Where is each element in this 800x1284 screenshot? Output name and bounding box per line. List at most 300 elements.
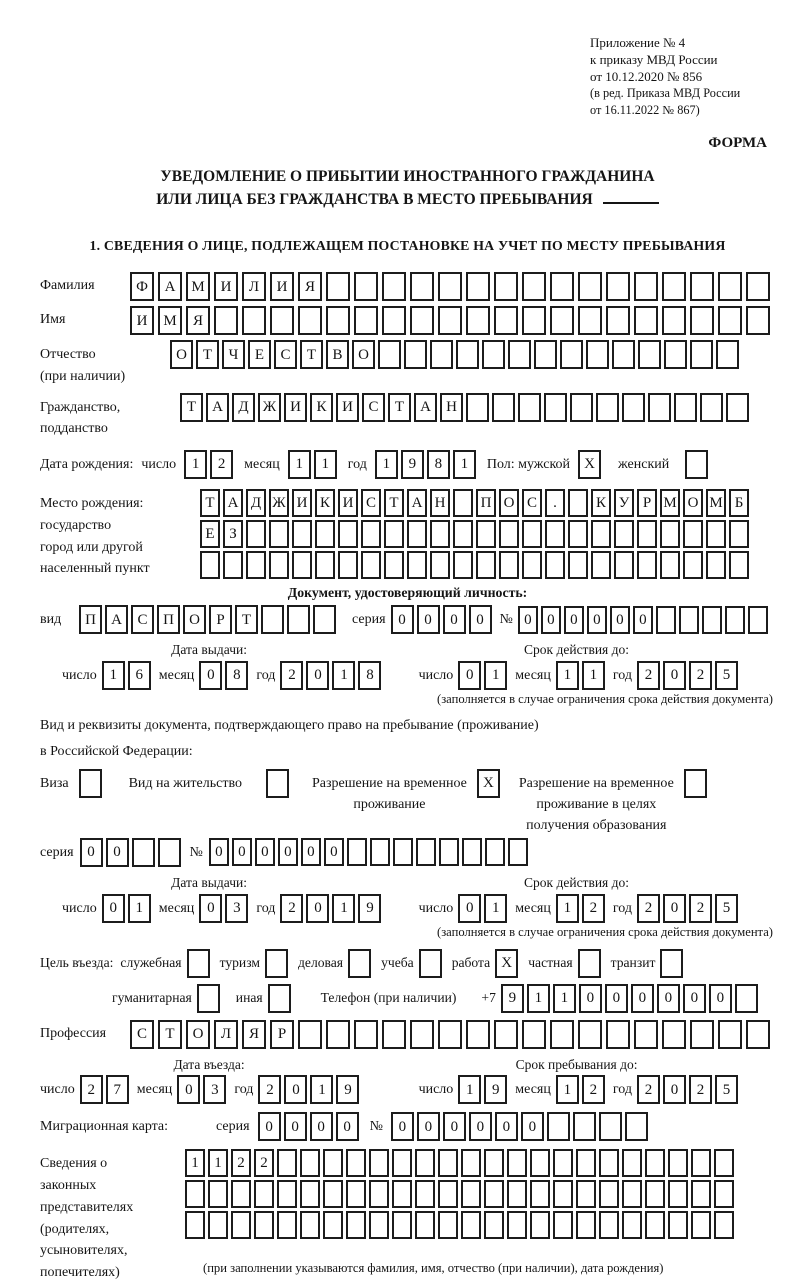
form-cell[interactable] <box>315 520 335 548</box>
form-cell[interactable]: Т <box>180 393 203 422</box>
form-cell[interactable]: 0 <box>284 1075 307 1104</box>
form-cell[interactable] <box>461 1211 481 1239</box>
form-cell[interactable] <box>578 306 602 335</box>
form-cell[interactable] <box>660 551 680 579</box>
form-cell[interactable]: 2 <box>637 661 660 690</box>
form-cell[interactable]: О <box>352 340 375 369</box>
form-cell[interactable] <box>606 272 630 301</box>
form-cell[interactable] <box>242 306 266 335</box>
form-cell[interactable] <box>606 306 630 335</box>
form-cell[interactable]: 1 <box>310 1075 333 1104</box>
form-cell[interactable] <box>746 272 770 301</box>
form-cell[interactable]: 1 <box>184 450 207 479</box>
form-cell[interactable] <box>410 1020 434 1049</box>
form-cell[interactable]: 1 <box>288 450 311 479</box>
form-cell[interactable] <box>662 272 686 301</box>
form-cell[interactable]: М <box>660 489 680 517</box>
form-cell[interactable] <box>660 949 683 978</box>
form-cell[interactable] <box>637 520 657 548</box>
form-cell[interactable] <box>246 551 266 579</box>
form-cell[interactable] <box>576 1211 596 1239</box>
form-cell[interactable]: 2 <box>280 661 303 690</box>
form-cell[interactable]: П <box>476 489 496 517</box>
form-cell[interactable] <box>298 1020 322 1049</box>
form-cell[interactable] <box>231 1180 251 1208</box>
form-cell[interactable]: 2 <box>258 1075 281 1104</box>
form-cell[interactable]: 0 <box>106 838 129 867</box>
form-cell[interactable] <box>668 1180 688 1208</box>
form-cell[interactable]: 0 <box>495 1112 518 1141</box>
form-cell[interactable] <box>277 1180 297 1208</box>
form-cell[interactable]: Р <box>209 605 232 634</box>
form-cell[interactable] <box>748 606 768 634</box>
form-cell[interactable]: X <box>477 769 500 798</box>
form-cell[interactable]: 0 <box>417 605 440 634</box>
form-cell[interactable]: 3 <box>225 894 248 923</box>
form-cell[interactable] <box>415 1149 435 1177</box>
form-cell[interactable] <box>599 1149 619 1177</box>
form-cell[interactable]: 0 <box>278 838 298 866</box>
form-cell[interactable] <box>706 520 726 548</box>
form-cell[interactable] <box>691 1149 711 1177</box>
form-cell[interactable]: Н <box>440 393 463 422</box>
form-cell[interactable] <box>518 393 541 422</box>
form-cell[interactable] <box>416 838 436 866</box>
form-cell[interactable] <box>507 1149 527 1177</box>
form-cell[interactable] <box>662 1020 686 1049</box>
form-cell[interactable] <box>208 1211 228 1239</box>
form-cell[interactable]: 1 <box>375 450 398 479</box>
form-cell[interactable]: К <box>315 489 335 517</box>
form-cell[interactable] <box>466 393 489 422</box>
form-cell[interactable]: С <box>362 393 385 422</box>
form-cell[interactable] <box>415 1180 435 1208</box>
form-cell[interactable] <box>614 551 634 579</box>
form-cell[interactable] <box>185 1211 205 1239</box>
form-cell[interactable]: С <box>361 489 381 517</box>
form-cell[interactable]: 1 <box>458 1075 481 1104</box>
form-cell[interactable] <box>323 1149 343 1177</box>
form-cell[interactable] <box>690 1020 714 1049</box>
form-cell[interactable] <box>300 1180 320 1208</box>
form-cell[interactable] <box>466 272 490 301</box>
form-cell[interactable]: Ф <box>130 272 154 301</box>
form-cell[interactable] <box>645 1211 665 1239</box>
form-cell[interactable] <box>132 838 155 867</box>
form-cell[interactable]: Р <box>637 489 657 517</box>
form-cell[interactable] <box>599 1180 619 1208</box>
form-cell[interactable]: 5 <box>715 894 738 923</box>
form-cell[interactable]: К <box>591 489 611 517</box>
form-cell[interactable] <box>714 1149 734 1177</box>
form-cell[interactable] <box>265 949 288 978</box>
form-cell[interactable]: 0 <box>605 984 628 1013</box>
form-cell[interactable] <box>456 340 479 369</box>
form-cell[interactable]: 1 <box>553 984 576 1013</box>
form-cell[interactable]: 0 <box>232 838 252 866</box>
form-cell[interactable]: А <box>414 393 437 422</box>
form-cell[interactable] <box>706 551 726 579</box>
form-cell[interactable]: Б <box>729 489 749 517</box>
form-cell[interactable] <box>578 1020 602 1049</box>
form-cell[interactable]: 9 <box>401 450 424 479</box>
form-cell[interactable] <box>438 306 462 335</box>
form-cell[interactable] <box>735 984 758 1013</box>
form-cell[interactable]: 2 <box>637 1075 660 1104</box>
form-cell[interactable]: 1 <box>314 450 337 479</box>
form-cell[interactable] <box>326 306 350 335</box>
form-cell[interactable]: М <box>158 306 182 335</box>
form-cell[interactable] <box>246 520 266 548</box>
form-cell[interactable] <box>348 949 371 978</box>
form-cell[interactable] <box>729 551 749 579</box>
form-cell[interactable] <box>508 340 531 369</box>
form-cell[interactable]: 0 <box>458 894 481 923</box>
form-cell[interactable] <box>494 272 518 301</box>
form-cell[interactable] <box>261 605 284 634</box>
form-cell[interactable] <box>685 450 708 479</box>
form-cell[interactable]: 0 <box>521 1112 544 1141</box>
form-cell[interactable]: Я <box>242 1020 266 1049</box>
form-cell[interactable]: С <box>522 489 542 517</box>
form-cell[interactable] <box>499 551 519 579</box>
form-cell[interactable]: И <box>130 306 154 335</box>
form-cell[interactable] <box>586 340 609 369</box>
form-cell[interactable]: М <box>706 489 726 517</box>
form-cell[interactable] <box>494 306 518 335</box>
form-cell[interactable] <box>214 306 238 335</box>
form-cell[interactable]: 0 <box>663 1075 686 1104</box>
form-cell[interactable] <box>419 949 442 978</box>
form-cell[interactable]: 8 <box>358 661 381 690</box>
form-cell[interactable] <box>690 306 714 335</box>
form-cell[interactable]: 7 <box>106 1075 129 1104</box>
form-cell[interactable] <box>684 769 707 798</box>
form-cell[interactable]: Е <box>200 520 220 548</box>
form-cell[interactable] <box>347 838 367 866</box>
form-cell[interactable] <box>415 1211 435 1239</box>
form-cell[interactable] <box>690 340 713 369</box>
form-cell[interactable]: 0 <box>663 661 686 690</box>
form-cell[interactable] <box>354 1020 378 1049</box>
form-cell[interactable]: 2 <box>582 1075 605 1104</box>
form-cell[interactable]: 1 <box>527 984 550 1013</box>
form-cell[interactable]: Р <box>270 1020 294 1049</box>
form-cell[interactable]: 1 <box>128 894 151 923</box>
form-cell[interactable] <box>466 1020 490 1049</box>
form-cell[interactable]: 0 <box>336 1112 359 1141</box>
form-cell[interactable] <box>718 306 742 335</box>
form-cell[interactable] <box>690 272 714 301</box>
form-cell[interactable] <box>269 551 289 579</box>
form-cell[interactable]: 2 <box>689 894 712 923</box>
form-cell[interactable] <box>300 1149 320 1177</box>
form-cell[interactable]: 0 <box>391 605 414 634</box>
form-cell[interactable] <box>393 838 413 866</box>
form-cell[interactable]: Т <box>235 605 258 634</box>
form-cell[interactable] <box>596 393 619 422</box>
form-cell[interactable] <box>313 605 336 634</box>
form-cell[interactable]: 0 <box>518 606 538 634</box>
form-cell[interactable] <box>716 340 739 369</box>
form-cell[interactable] <box>392 1211 412 1239</box>
form-cell[interactable] <box>664 340 687 369</box>
form-cell[interactable] <box>430 551 450 579</box>
form-cell[interactable]: 1 <box>332 661 355 690</box>
form-cell[interactable] <box>266 769 289 798</box>
form-cell[interactable]: 9 <box>484 1075 507 1104</box>
form-cell[interactable]: А <box>223 489 243 517</box>
form-cell[interactable]: 9 <box>336 1075 359 1104</box>
form-cell[interactable] <box>714 1180 734 1208</box>
form-cell[interactable] <box>361 551 381 579</box>
form-cell[interactable] <box>499 520 519 548</box>
form-cell[interactable] <box>361 520 381 548</box>
form-cell[interactable]: 2 <box>210 450 233 479</box>
form-cell[interactable] <box>645 1149 665 1177</box>
form-cell[interactable]: 3 <box>203 1075 226 1104</box>
form-cell[interactable] <box>254 1180 274 1208</box>
form-cell[interactable] <box>482 340 505 369</box>
form-cell[interactable] <box>591 551 611 579</box>
form-cell[interactable]: У <box>614 489 634 517</box>
form-cell[interactable] <box>729 520 749 548</box>
form-cell[interactable]: 0 <box>102 894 125 923</box>
form-cell[interactable]: Т <box>384 489 404 517</box>
form-cell[interactable] <box>382 306 406 335</box>
form-cell[interactable]: И <box>292 489 312 517</box>
form-cell[interactable] <box>484 1149 504 1177</box>
form-cell[interactable]: 0 <box>177 1075 200 1104</box>
form-cell[interactable] <box>369 1211 389 1239</box>
form-cell[interactable]: И <box>338 489 358 517</box>
form-cell[interactable]: 0 <box>324 838 344 866</box>
form-cell[interactable]: Т <box>200 489 220 517</box>
form-cell[interactable]: О <box>499 489 519 517</box>
form-cell[interactable]: 0 <box>458 661 481 690</box>
form-cell[interactable]: 8 <box>225 661 248 690</box>
form-cell[interactable] <box>439 838 459 866</box>
form-cell[interactable] <box>550 1020 574 1049</box>
form-cell[interactable] <box>568 520 588 548</box>
form-cell[interactable]: О <box>186 1020 210 1049</box>
form-cell[interactable] <box>292 520 312 548</box>
form-cell[interactable]: Е <box>248 340 271 369</box>
form-cell[interactable] <box>714 1211 734 1239</box>
form-cell[interactable]: 1 <box>185 1149 205 1177</box>
form-cell[interactable]: 0 <box>541 606 561 634</box>
form-cell[interactable] <box>547 1112 570 1141</box>
form-cell[interactable] <box>369 1149 389 1177</box>
form-cell[interactable]: . <box>545 489 565 517</box>
form-cell[interactable] <box>560 340 583 369</box>
form-cell[interactable]: И <box>270 272 294 301</box>
form-cell[interactable] <box>200 551 220 579</box>
form-cell[interactable] <box>570 393 593 422</box>
form-cell[interactable]: Л <box>214 1020 238 1049</box>
form-cell[interactable]: Д <box>232 393 255 422</box>
form-cell[interactable] <box>530 1149 550 1177</box>
form-cell[interactable] <box>530 1180 550 1208</box>
form-cell[interactable]: Ж <box>258 393 281 422</box>
form-cell[interactable] <box>453 489 473 517</box>
form-cell[interactable]: С <box>131 605 154 634</box>
form-cell[interactable] <box>507 1211 527 1239</box>
form-cell[interactable] <box>369 1180 389 1208</box>
form-cell[interactable]: 0 <box>284 1112 307 1141</box>
form-cell[interactable] <box>185 1180 205 1208</box>
form-cell[interactable]: 0 <box>443 1112 466 1141</box>
form-cell[interactable] <box>683 520 703 548</box>
form-cell[interactable] <box>187 949 210 978</box>
form-cell[interactable]: 0 <box>657 984 680 1013</box>
form-cell[interactable]: Ж <box>269 489 289 517</box>
form-cell[interactable] <box>430 520 450 548</box>
form-cell[interactable] <box>492 393 515 422</box>
form-cell[interactable] <box>622 393 645 422</box>
form-cell[interactable] <box>407 520 427 548</box>
form-cell[interactable]: 8 <box>427 450 450 479</box>
form-cell[interactable] <box>462 838 482 866</box>
form-cell[interactable] <box>438 272 462 301</box>
form-cell[interactable] <box>648 393 671 422</box>
form-cell[interactable] <box>208 1180 228 1208</box>
form-cell[interactable] <box>622 1211 642 1239</box>
form-cell[interactable] <box>269 520 289 548</box>
form-cell[interactable] <box>476 520 496 548</box>
form-cell[interactable] <box>338 551 358 579</box>
form-cell[interactable]: 1 <box>582 661 605 690</box>
form-cell[interactable]: 1 <box>484 661 507 690</box>
form-cell[interactable]: 0 <box>391 1112 414 1141</box>
form-cell[interactable] <box>407 551 427 579</box>
form-cell[interactable] <box>530 1211 550 1239</box>
form-cell[interactable]: 0 <box>80 838 103 867</box>
form-cell[interactable]: 0 <box>709 984 732 1013</box>
form-cell[interactable] <box>638 340 661 369</box>
form-cell[interactable] <box>522 306 546 335</box>
form-cell[interactable] <box>292 551 312 579</box>
form-cell[interactable]: 1 <box>556 894 579 923</box>
form-cell[interactable] <box>370 838 390 866</box>
form-cell[interactable] <box>494 1020 518 1049</box>
form-cell[interactable] <box>354 306 378 335</box>
form-cell[interactable]: 0 <box>610 606 630 634</box>
form-cell[interactable] <box>718 1020 742 1049</box>
form-cell[interactable] <box>508 838 528 866</box>
form-cell[interactable] <box>662 306 686 335</box>
form-cell[interactable]: Т <box>196 340 219 369</box>
form-cell[interactable] <box>484 1180 504 1208</box>
form-cell[interactable] <box>625 1112 648 1141</box>
form-cell[interactable]: А <box>105 605 128 634</box>
form-cell[interactable]: 5 <box>715 1075 738 1104</box>
form-cell[interactable]: 0 <box>663 894 686 923</box>
form-cell[interactable] <box>338 520 358 548</box>
form-cell[interactable]: И <box>214 272 238 301</box>
form-cell[interactable]: Т <box>388 393 411 422</box>
form-cell[interactable] <box>384 551 404 579</box>
form-cell[interactable] <box>270 306 294 335</box>
form-cell[interactable] <box>668 1211 688 1239</box>
form-cell[interactable] <box>197 984 220 1013</box>
form-cell[interactable] <box>522 1020 546 1049</box>
form-cell[interactable] <box>382 1020 406 1049</box>
form-cell[interactable]: 5 <box>715 661 738 690</box>
form-cell[interactable]: Ч <box>222 340 245 369</box>
form-cell[interactable] <box>323 1211 343 1239</box>
form-cell[interactable]: 2 <box>231 1149 251 1177</box>
form-cell[interactable] <box>485 838 505 866</box>
form-cell[interactable]: М <box>186 272 210 301</box>
form-cell[interactable] <box>622 1180 642 1208</box>
form-cell[interactable] <box>315 551 335 579</box>
form-cell[interactable] <box>382 272 406 301</box>
form-cell[interactable] <box>656 606 676 634</box>
form-cell[interactable] <box>158 838 181 867</box>
form-cell[interactable] <box>674 393 697 422</box>
form-cell[interactable] <box>438 1180 458 1208</box>
form-cell[interactable] <box>522 272 546 301</box>
form-cell[interactable] <box>634 306 658 335</box>
form-cell[interactable] <box>553 1211 573 1239</box>
form-cell[interactable] <box>553 1149 573 1177</box>
form-cell[interactable]: О <box>170 340 193 369</box>
form-cell[interactable]: 0 <box>443 605 466 634</box>
form-cell[interactable] <box>691 1211 711 1239</box>
form-cell[interactable]: 0 <box>417 1112 440 1141</box>
form-cell[interactable]: 0 <box>683 984 706 1013</box>
form-cell[interactable]: 0 <box>579 984 602 1013</box>
form-cell[interactable] <box>637 551 657 579</box>
form-cell[interactable]: 6 <box>128 661 151 690</box>
form-cell[interactable] <box>466 306 490 335</box>
form-cell[interactable]: И <box>284 393 307 422</box>
form-cell[interactable]: 2 <box>254 1149 274 1177</box>
form-cell[interactable] <box>298 306 322 335</box>
form-cell[interactable]: 0 <box>306 894 329 923</box>
form-cell[interactable]: 0 <box>587 606 607 634</box>
form-cell[interactable] <box>438 1149 458 1177</box>
form-cell[interactable] <box>430 340 453 369</box>
form-cell[interactable] <box>438 1211 458 1239</box>
form-cell[interactable] <box>507 1180 527 1208</box>
form-cell[interactable] <box>578 272 602 301</box>
form-cell[interactable]: 0 <box>310 1112 333 1141</box>
form-cell[interactable] <box>599 1112 622 1141</box>
form-cell[interactable] <box>550 306 574 335</box>
form-cell[interactable]: 2 <box>689 1075 712 1104</box>
form-cell[interactable]: Т <box>158 1020 182 1049</box>
form-cell[interactable]: Я <box>298 272 322 301</box>
form-cell[interactable] <box>568 551 588 579</box>
form-cell[interactable]: 2 <box>280 894 303 923</box>
form-cell[interactable] <box>346 1211 366 1239</box>
form-cell[interactable]: X <box>578 450 601 479</box>
form-cell[interactable] <box>231 1211 251 1239</box>
form-cell[interactable] <box>634 272 658 301</box>
form-cell[interactable] <box>522 551 542 579</box>
form-cell[interactable] <box>614 520 634 548</box>
form-cell[interactable]: 1 <box>332 894 355 923</box>
form-cell[interactable] <box>346 1180 366 1208</box>
form-cell[interactable] <box>354 272 378 301</box>
form-cell[interactable] <box>392 1149 412 1177</box>
form-cell[interactable]: С <box>274 340 297 369</box>
form-cell[interactable] <box>461 1180 481 1208</box>
form-cell[interactable]: С <box>130 1020 154 1049</box>
form-cell[interactable] <box>410 272 434 301</box>
